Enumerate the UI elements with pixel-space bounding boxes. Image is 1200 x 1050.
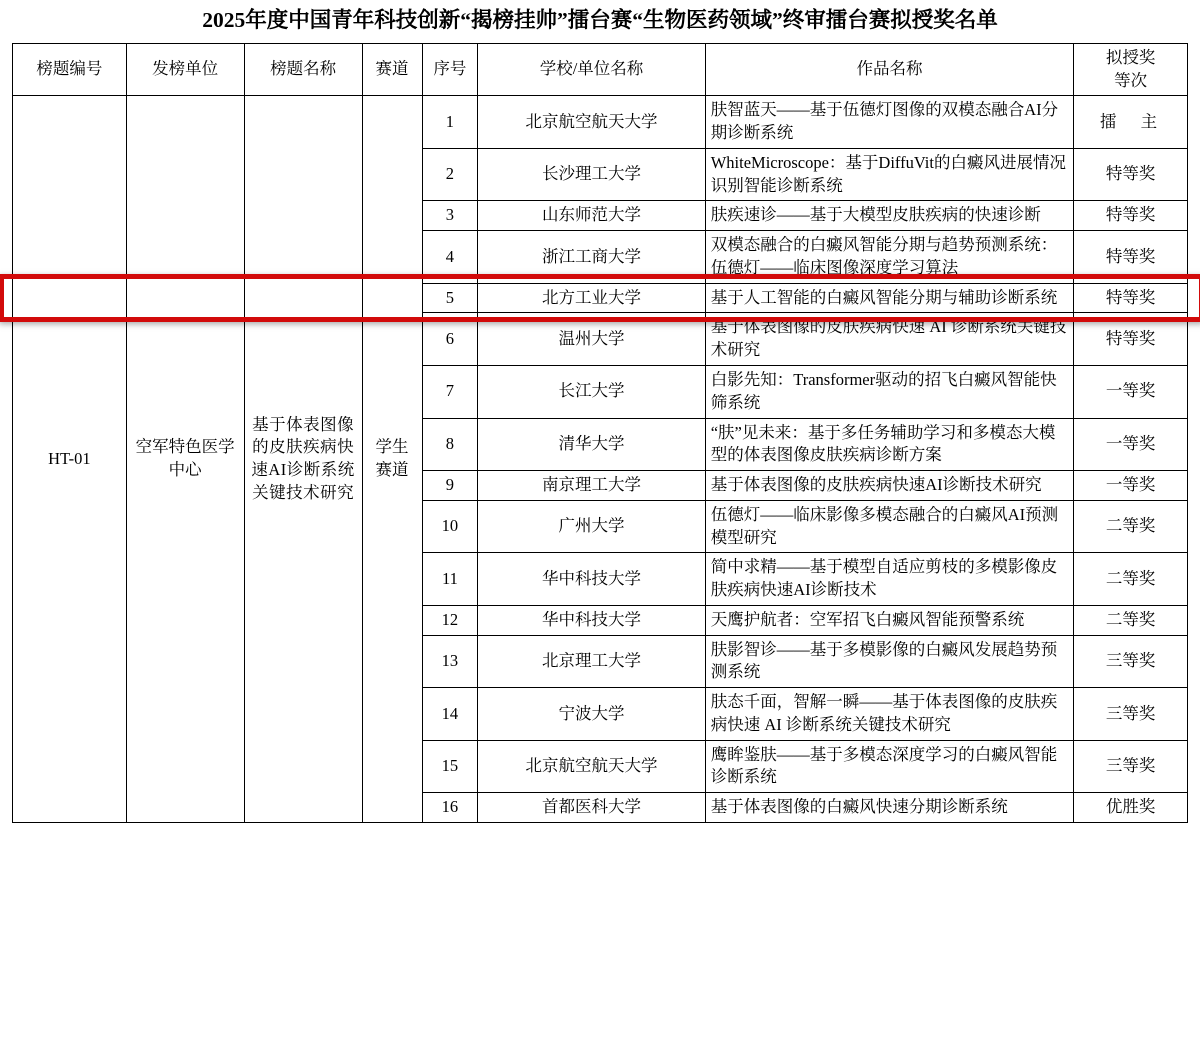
table-header <box>13 43 1188 96</box>
cell-school: 清华大学 <box>478 418 705 471</box>
cell-seq: 4 <box>422 231 478 284</box>
header-award-line1: 拟授奖 <box>1105 47 1156 67</box>
cell-work: WhiteMicroscope：基于DiffuVit的白癜风进展情况识别智能诊断系统 <box>705 148 1074 201</box>
header-work: 作品名称 <box>705 43 1074 96</box>
page-title: 2025年度中国青年科技创新“揭榜挂帅”擂台赛“生物医药领域”终审擂台赛拟授奖名单 <box>202 8 998 32</box>
cell-school: 长江大学 <box>478 365 705 418</box>
cell-school: 山东师范大学 <box>478 201 705 231</box>
header-org: 发榜单位 <box>126 43 244 96</box>
cell-work: 鹰眸鉴肤——基于多模态深度学习的白癜风智能诊断系统 <box>705 740 1074 793</box>
header-award <box>1074 43 1188 96</box>
cell-award: 三等奖 <box>1074 688 1188 741</box>
cell-seq: 8 <box>422 418 478 471</box>
cell-work: 肤态千面，智解一瞬——基于体表图像的皮肤疾病快速 AI 诊断系统关键技术研究 <box>705 688 1074 741</box>
cell-work: 基于体表图像的白癜风快速分期诊断系统 <box>705 793 1074 823</box>
cell-school: 北京理工大学 <box>478 635 705 688</box>
cell-award: 二等奖 <box>1074 553 1188 606</box>
cell-award: 特等奖 <box>1074 201 1188 231</box>
header-code: 榜题编号 <box>13 43 127 96</box>
cell-work: 基于体表图像的皮肤疾病快速AI诊断技术研究 <box>705 471 1074 501</box>
award-list-table <box>12 43 1188 823</box>
cell-award <box>1074 96 1188 149</box>
cell-award: 一等奖 <box>1074 365 1188 418</box>
table-body <box>13 96 1188 823</box>
cell-award: 特等奖 <box>1074 231 1188 284</box>
cell-seq: 7 <box>422 365 478 418</box>
cell-work: 白影先知：Transformer驱动的招飞白癜风智能快筛系统 <box>705 365 1074 418</box>
cell-award: 三等奖 <box>1074 740 1188 793</box>
cell-school: 长沙理工大学 <box>478 148 705 201</box>
cell-award: 三等奖 <box>1074 635 1188 688</box>
cell-seq: 3 <box>422 201 478 231</box>
cell-award: 特等奖 <box>1074 313 1188 366</box>
cell-school: 华中科技大学 <box>478 553 705 606</box>
cell-school: 首都医科大学 <box>478 793 705 823</box>
cell-school: 宁波大学 <box>478 688 705 741</box>
cell-school: 北京航空航天大学 <box>478 740 705 793</box>
cell-seq: 13 <box>422 635 478 688</box>
cell-seq: 12 <box>422 605 478 635</box>
cell-award: 二等奖 <box>1074 500 1188 553</box>
cell-seq: 9 <box>422 471 478 501</box>
cell-work: 简中求精——基于模型自适应剪枝的多模影像皮肤疾病快速AI诊断技术 <box>705 553 1074 606</box>
cell-work: 基于体表图像的皮肤疾病快速 AI 诊断系统关键技术研究 <box>705 313 1074 366</box>
cell-work: “肤”见未来：基于多任务辅助学习和多模态大模型的体表图像皮肤疾病诊断方案 <box>705 418 1074 471</box>
header-topic: 榜题名称 <box>244 43 362 96</box>
cell-seq: 15 <box>422 740 478 793</box>
cell-school: 温州大学 <box>478 313 705 366</box>
cell-award: 优胜奖 <box>1074 793 1188 823</box>
cell-track: 学生赛道 <box>362 96 422 823</box>
table-row <box>13 96 1188 149</box>
cell-award: 二等奖 <box>1074 605 1188 635</box>
cell-award: 特等奖 <box>1074 283 1188 313</box>
header-school: 学校/单位名称 <box>478 43 705 96</box>
cell-seq: 11 <box>422 553 478 606</box>
cell-seq: 1 <box>422 96 478 149</box>
cell-school: 浙江工商大学 <box>478 231 705 284</box>
cell-award: 特等奖 <box>1074 148 1188 201</box>
cell-school: 北方工业大学 <box>478 283 705 313</box>
cell-seq: 5 <box>422 283 478 313</box>
cell-code: HT-01 <box>13 96 127 823</box>
cell-seq: 10 <box>422 500 478 553</box>
cell-work: 肤智蓝天——基于伍德灯图像的双模态融合AI分期诊断系统 <box>705 96 1074 149</box>
header-award-line2: 等次 <box>1114 70 1148 90</box>
cell-school: 华中科技大学 <box>478 605 705 635</box>
header-track: 赛道 <box>362 43 422 96</box>
table-header-row <box>13 43 1188 96</box>
cell-seq: 14 <box>422 688 478 741</box>
cell-school: 北京航空航天大学 <box>478 96 705 149</box>
cell-work: 基于人工智能的白癜风智能分期与辅助诊断系统 <box>705 283 1074 313</box>
cell-work: 肤疾速诊——基于大模型皮肤疾病的快速诊断 <box>705 201 1074 231</box>
award-value: 擂 主 <box>1100 111 1168 131</box>
cell-work: 伍德灯——临床影像多模态融合的白癜风AI预测模型研究 <box>705 500 1074 553</box>
cell-award: 一等奖 <box>1074 471 1188 501</box>
cell-topic: 基于体表图像的皮肤疾病快速AI诊断系统关键技术研究 <box>244 96 362 823</box>
cell-seq: 6 <box>422 313 478 366</box>
cell-seq: 16 <box>422 793 478 823</box>
cell-school: 南京理工大学 <box>478 471 705 501</box>
cell-seq: 2 <box>422 148 478 201</box>
cell-work: 天鹰护航者：空军招飞白癜风智能预警系统 <box>705 605 1074 635</box>
cell-org: 空军特色医学中心 <box>126 96 244 823</box>
cell-award: 一等奖 <box>1074 418 1188 471</box>
header-seq: 序号 <box>422 43 478 96</box>
cell-work: 肤影智诊——基于多模影像的白癜风发展趋势预测系统 <box>705 635 1074 688</box>
cell-school: 广州大学 <box>478 500 705 553</box>
cell-work: 双模态融合的白癜风智能分期与趋势预测系统：伍德灯——临床图像深度学习算法 <box>705 231 1074 284</box>
